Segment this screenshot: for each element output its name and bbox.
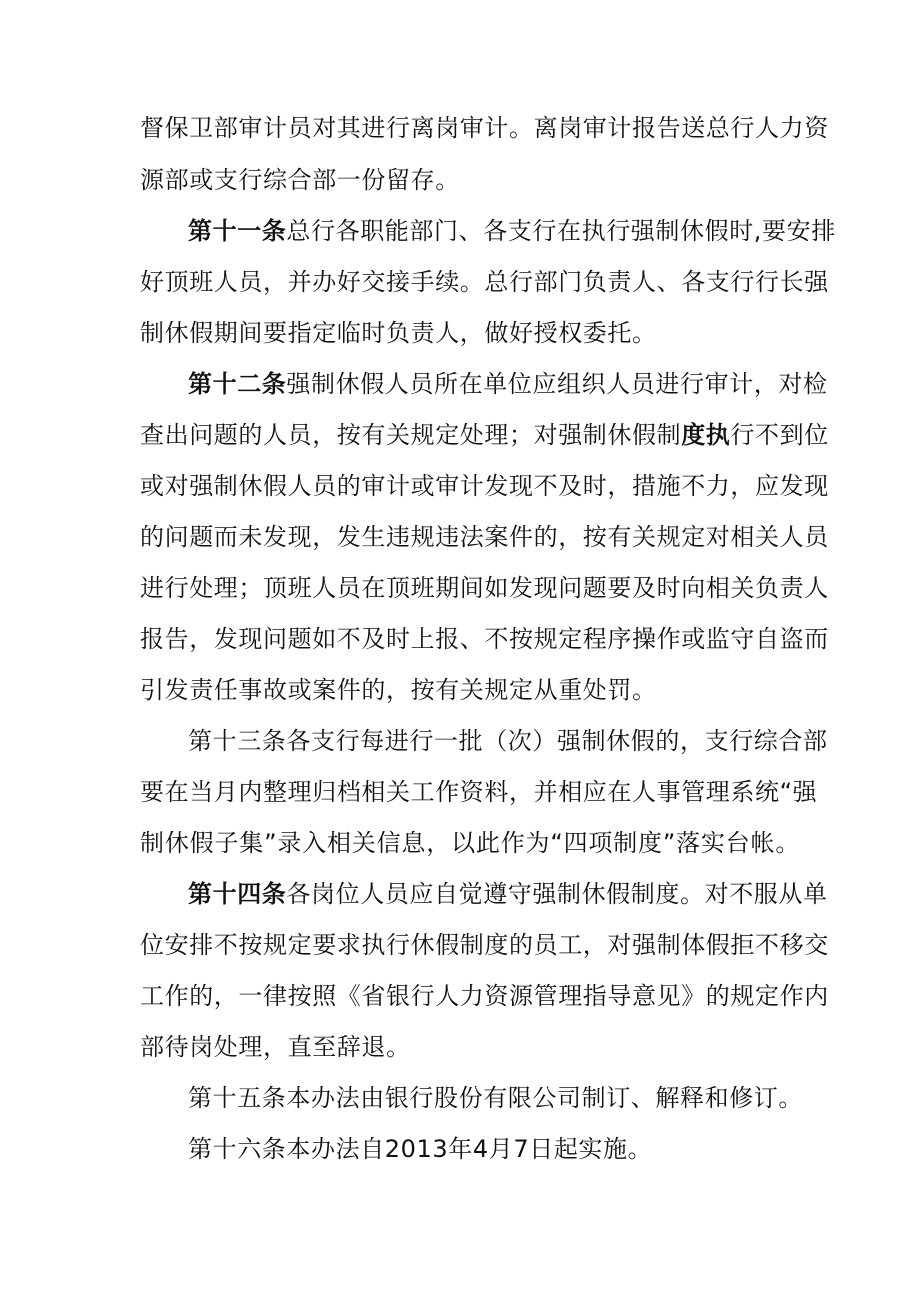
article-16-line-1: 第十六条本办法自2013年4月7日起实施。 (188, 1135, 653, 1163)
article-12-line-4: 的问题而未发现，发生违规违法案件的，按有关规定对相关人员 (140, 523, 829, 551)
article-12-line-6: 报告，发现问题如不及时上报、不按规定程序操作或监守自盗而 (140, 625, 829, 653)
article-11-line-2: 好顶班人员，并办好交接手续。总行部门负责人、各支行行长强 (140, 268, 829, 296)
article-14-text: 各岗位人员应自觉遵守强制休假制度。对不服从单 (286, 880, 828, 908)
article-12-line-5: 进行处理；顶班人员在顶班期间如发现问题要及时向相关负责人 (140, 574, 829, 602)
article-12-line-2-post: 行不到位 (730, 421, 829, 449)
paragraph-10-line-2: 督保卫部审计员对其进行离岗审计。离岗审计报告送总行人力资 (140, 114, 829, 142)
article-12-heading: 第十二条 (188, 370, 287, 398)
article-13-line-1: 第十三条各支行每进行一批（次）强制休假的，支行综合部 (188, 727, 828, 755)
article-12-line-7: 引发责任事故或案件的，按有关规定从重处罚。 (140, 676, 657, 704)
article-11-text: 总行各职能部门、各支行在执行强制休假时,要安排 (286, 217, 836, 245)
article-12-line-2-bold: 度执 (681, 421, 731, 449)
article-14-heading: 第十四条 (188, 880, 287, 908)
article-12-line-2-pre: 查出问题的人员，按有关规定处理；对强制休假制 (140, 421, 682, 449)
article-13-line-3: 制休假子集”录入相关信息，以此作为“四项制度”落实台帐。 (140, 829, 800, 857)
article-14-line-1 (188, 879, 828, 909)
paragraph-10-line-3: 源部或支行综合部一份留存。 (140, 166, 460, 194)
article-12-line-3: 或对强制休假人员的审计或审计发现不及时，措施不力，应发现 (140, 472, 829, 500)
article-11-heading: 第十一条 (188, 217, 287, 245)
article-15-line-1: 第十五条本办法由银行股份有限公司制订、解释和修订。 (188, 1084, 803, 1112)
article-11-line-3: 制休假期间要指定临时负责人，做好授权委托。 (140, 319, 657, 347)
article-14-line-3: 工作的，一律按照《省银行人力资源管理指导意见》的规定作内 (140, 982, 829, 1010)
article-14-line-4: 部待岗处理，直至辞退。 (140, 1033, 411, 1061)
article-12-text: 强制休假人员所在单位应组织人员进行审计，对检 (286, 370, 828, 398)
article-14-line-2: 位安排不按规定要求执行休假制度的员工，对强制体假拒不移交 (140, 931, 829, 959)
article-13-line-2: 要在当月内整理归档相关工作资料，并相应在人事管理系统“强 (140, 778, 818, 806)
article-12-line-2 (140, 420, 829, 450)
article-12-line-1 (188, 369, 828, 399)
article-11-line-1 (188, 216, 836, 246)
